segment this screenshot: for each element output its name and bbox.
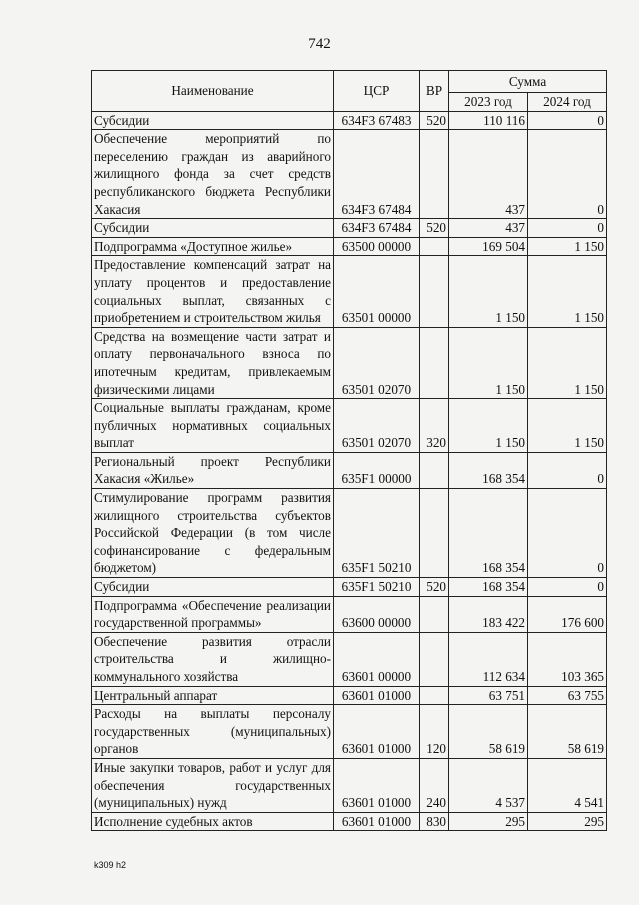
row-csr-code: 63501 02070 — [334, 399, 420, 453]
header-csr: ЦСР — [334, 71, 420, 112]
row-sum-2024: 58 619 — [528, 705, 607, 759]
row-csr-code: 63601 01000 — [334, 812, 420, 831]
row-csr-code: 63501 00000 — [334, 256, 420, 327]
row-sum-2024: 0 — [528, 452, 607, 488]
row-name: Средства на возмещение части затрат и оплату первоначального взноса по ипотечным кредитам, привлекаемым физическими лицами — [92, 327, 334, 398]
row-sum-2023: 168 354 — [449, 452, 528, 488]
row-name: Предоставление компенсаций затрат на уплату процентов и предоставление социальных выплат, связанных с приобретением и строительством жилья — [92, 256, 334, 327]
table-row — [92, 237, 607, 256]
row-name: Подпрограмма «Обеспечение реализации государственной программы» — [92, 596, 334, 632]
row-sum-2024: 0 — [528, 489, 607, 578]
table-row — [92, 256, 607, 327]
row-vr-code — [420, 489, 449, 578]
row-csr-code: 635F1 50210 — [334, 578, 420, 597]
row-vr-code — [420, 130, 449, 219]
row-vr-code — [420, 632, 449, 686]
row-csr-code: 63600 00000 — [334, 596, 420, 632]
header-year-2023: 2023 год — [449, 93, 528, 112]
row-vr-code — [420, 452, 449, 488]
header-vr: ВР — [420, 71, 449, 112]
header-sum: Сумма — [449, 71, 607, 93]
table-row — [92, 812, 607, 831]
row-sum-2024: 1 150 — [528, 327, 607, 398]
row-sum-2023: 63 751 — [449, 686, 528, 705]
row-vr-code — [420, 237, 449, 256]
row-csr-code: 63601 01000 — [334, 705, 420, 759]
row-name: Иные закупки товаров, работ и услуг для обеспечения государственных (муниципальных) нужд — [92, 758, 334, 812]
page-number: 742 — [308, 36, 331, 52]
budget-table — [91, 70, 607, 831]
row-name: Центральный аппарат — [92, 686, 334, 705]
row-sum-2023: 110 116 — [449, 111, 528, 130]
table-row — [92, 578, 607, 597]
header-name: Наименование — [92, 71, 334, 112]
row-vr-code: 120 — [420, 705, 449, 759]
row-sum-2023: 295 — [449, 812, 528, 831]
row-name: Субсидии — [92, 578, 334, 597]
table-row — [92, 596, 607, 632]
row-name: Стимулирование программ развития жилищного строительства субъектов Российской Федерации (в том числе софинансирование с федеральным бюджетом) — [92, 489, 334, 578]
row-name: Региональный проект Республики Хакасия «Жилье» — [92, 452, 334, 488]
row-name: Расходы на выплаты персоналу государственных (муниципальных) органов — [92, 705, 334, 759]
row-sum-2024: 295 — [528, 812, 607, 831]
table-row — [92, 705, 607, 759]
table-row — [92, 632, 607, 686]
row-vr-code: 520 — [420, 219, 449, 238]
row-sum-2023: 183 422 — [449, 596, 528, 632]
row-sum-2023: 168 354 — [449, 489, 528, 578]
row-sum-2024: 0 — [528, 130, 607, 219]
row-csr-code: 634F3 67483 — [334, 111, 420, 130]
row-csr-code: 635F1 00000 — [334, 452, 420, 488]
row-csr-code: 63601 01000 — [334, 686, 420, 705]
row-sum-2023: 1 150 — [449, 256, 528, 327]
table-row — [92, 399, 607, 453]
row-name: Субсидии — [92, 111, 334, 130]
row-sum-2024: 1 150 — [528, 399, 607, 453]
row-sum-2024: 0 — [528, 219, 607, 238]
row-sum-2023: 112 634 — [449, 632, 528, 686]
row-name: Обеспечение развития отрасли строительства и жилищно-коммунального хозяйства — [92, 632, 334, 686]
page-footer-code: k309 h2 — [94, 860, 127, 870]
row-sum-2024: 0 — [528, 578, 607, 597]
row-vr-code — [420, 686, 449, 705]
row-sum-2023: 437 — [449, 219, 528, 238]
header-year-2024: 2024 год — [528, 93, 607, 112]
row-sum-2024: 63 755 — [528, 686, 607, 705]
row-vr-code: 320 — [420, 399, 449, 453]
row-name: Исполнение судебных актов — [92, 812, 334, 831]
row-csr-code: 63601 00000 — [334, 632, 420, 686]
table-row — [92, 452, 607, 488]
row-csr-code: 63601 01000 — [334, 758, 420, 812]
row-sum-2023: 4 537 — [449, 758, 528, 812]
row-csr-code: 634F3 67484 — [334, 130, 420, 219]
table-row — [92, 130, 607, 219]
table-row — [92, 489, 607, 578]
row-vr-code: 240 — [420, 758, 449, 812]
row-csr-code: 634F3 67484 — [334, 219, 420, 238]
row-name: Субсидии — [92, 219, 334, 238]
row-sum-2024: 0 — [528, 111, 607, 130]
row-sum-2023: 168 354 — [449, 578, 528, 597]
row-sum-2024: 1 150 — [528, 256, 607, 327]
row-sum-2024: 176 600 — [528, 596, 607, 632]
row-vr-code: 520 — [420, 111, 449, 130]
row-sum-2023: 437 — [449, 130, 528, 219]
row-sum-2023: 1 150 — [449, 399, 528, 453]
table-row — [92, 111, 607, 130]
table-row — [92, 327, 607, 398]
row-name: Социальные выплаты гражданам, кроме публичных нормативных социальных выплат — [92, 399, 334, 453]
row-vr-code — [420, 256, 449, 327]
row-vr-code: 830 — [420, 812, 449, 831]
row-csr-code: 635F1 50210 — [334, 489, 420, 578]
row-sum-2024: 4 541 — [528, 758, 607, 812]
row-sum-2024: 1 150 — [528, 237, 607, 256]
table-row — [92, 758, 607, 812]
row-csr-code: 63500 00000 — [334, 237, 420, 256]
table-row — [92, 686, 607, 705]
row-vr-code — [420, 327, 449, 398]
row-name: Обеспечение мероприятий по переселению граждан из аварийного жилищного фонда за счет средств республиканского бюджета Республики Хакасия — [92, 130, 334, 219]
row-sum-2023: 169 504 — [449, 237, 528, 256]
row-vr-code — [420, 596, 449, 632]
table-row — [92, 219, 607, 238]
row-sum-2024: 103 365 — [528, 632, 607, 686]
row-csr-code: 63501 02070 — [334, 327, 420, 398]
row-name: Подпрограмма «Доступное жилье» — [92, 237, 334, 256]
row-vr-code: 520 — [420, 578, 449, 597]
row-sum-2023: 58 619 — [449, 705, 528, 759]
row-sum-2023: 1 150 — [449, 327, 528, 398]
